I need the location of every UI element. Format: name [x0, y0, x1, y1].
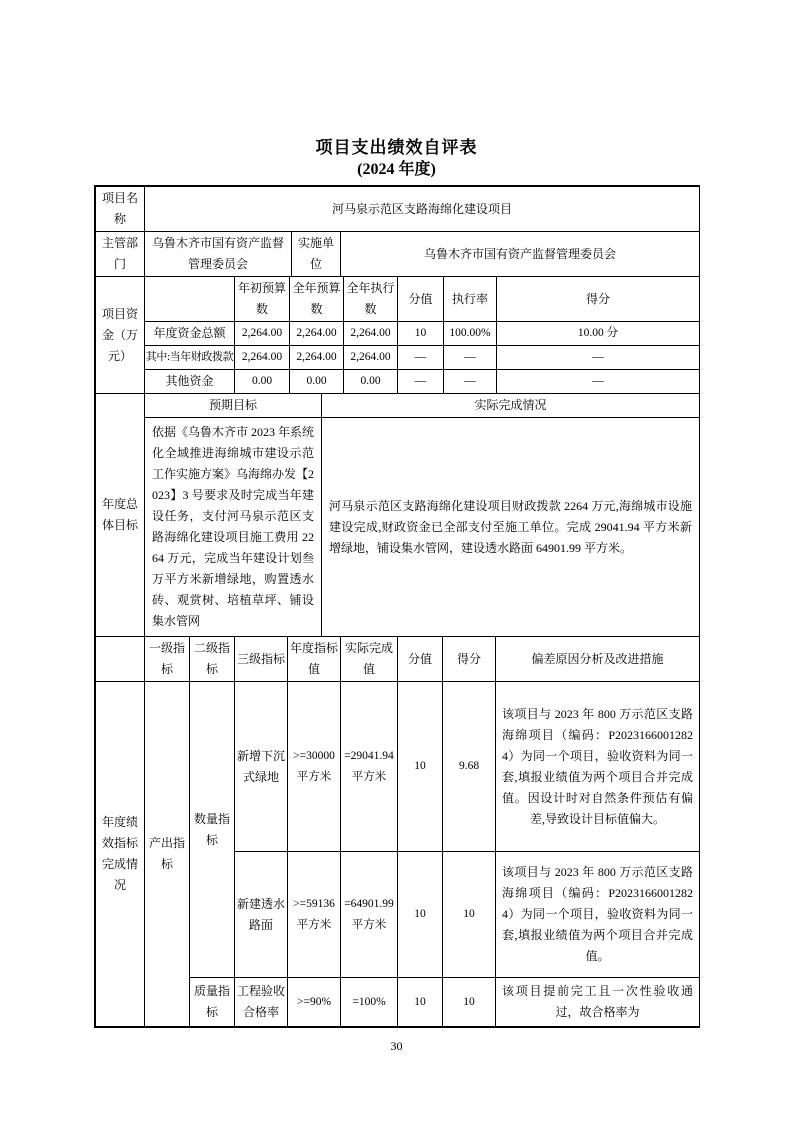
indicator-points-cell: 10: [398, 978, 443, 1027]
funding-cell: 10.00 分: [497, 322, 700, 346]
funding-header-blank: [145, 277, 235, 322]
indicator-score-cell: 10: [443, 978, 496, 1027]
indicator-target-cell: >=90%: [288, 978, 341, 1027]
indicator-points-cell: 10: [398, 852, 443, 978]
funding-cell: —: [497, 346, 700, 370]
funding-cell: 2,264.00: [235, 322, 290, 346]
page-number: 30: [390, 1039, 403, 1053]
funding-cell: 2,264.00: [290, 322, 344, 346]
indicator-deviation-cell: 该项目与 2023 年 800 万示范区支路海绵项目（编码：P20231660012824）为同一个项目，验收资料为同一套,填报业绩值为两个项目合并完成值。因设计时对自然条件预估有偏差,导致设计目标值偏大。: [496, 682, 700, 852]
project-name-label: 项目名称: [96, 187, 145, 232]
funding-cell: —: [497, 370, 700, 394]
dept-label: 主管部门: [96, 232, 145, 277]
project-name-section: [95, 186, 700, 232]
funding-header: 年初预算数: [235, 277, 290, 322]
funding-header: 分值: [398, 277, 444, 322]
indicator-actual-cell: =100%: [341, 978, 398, 1027]
level1-indicator-label: 产出指标: [145, 682, 190, 1027]
indicator-score-cell: 10: [443, 852, 496, 978]
funding-row-total: [96, 322, 700, 346]
indicator-name-cell: 工程验收合格率: [235, 978, 288, 1027]
indicator-header-blank: [96, 637, 145, 682]
indicator-name-cell: 新增下沉式绿地: [235, 682, 288, 852]
page-title: 项目支出绩效自评表: [315, 138, 478, 157]
indicator-target-cell: >=30000 平方米: [288, 682, 341, 852]
funding-section-label: 项目资金（万元）: [96, 277, 145, 394]
funding-header: 得分: [497, 277, 700, 322]
funding-cell: 2,264.00: [235, 346, 290, 370]
actual-completion-header: 实际完成情况: [322, 394, 700, 418]
indicator-actual-cell: =29041.94 平方米: [341, 682, 398, 852]
funding-cell: —: [444, 370, 497, 394]
indicator-row-green-space: [96, 682, 700, 852]
quantity-indicator-label: 数量指标: [190, 682, 235, 978]
expected-goal-header: 预期目标: [145, 394, 322, 418]
indicators-section-label: 年度绩效指标完成情况: [96, 682, 145, 1027]
funding-cell: —: [398, 370, 444, 394]
funding-cell: 0.00: [290, 370, 344, 394]
quality-indicator-label: 质量指标: [190, 978, 235, 1027]
indicator-header: 一级指标: [145, 637, 190, 682]
funding-row-other: [96, 370, 700, 394]
actual-completion-text: 河马泉示范区支路海绵化建设项目财政拨款 2264 万元,海绵城市设施建设完成,财政资金已全部支付至施工单位。完成 29041.94 平方米新增绿地，铺设集水管网，建设透水路面 64901.99 平方米。: [322, 418, 700, 637]
funding-row-label: 年度资金总额: [145, 322, 235, 346]
funding-cell: 10: [398, 322, 444, 346]
funding-cell: 100.00%: [444, 322, 497, 346]
funding-section: [95, 276, 700, 394]
funding-cell: 0.00: [235, 370, 290, 394]
indicator-header: 年度指标值: [288, 637, 341, 682]
project-name-value: 河马泉示范区支路海绵化建设项目: [145, 187, 700, 232]
funding-header: 执行率: [444, 277, 497, 322]
indicator-header: 实际完成值: [341, 637, 398, 682]
self-evaluation-table: [94, 185, 700, 1028]
expected-goal-text: 依据《乌鲁木齐市 2023 年系统化全域推进海绵城市建设示范工作实施方案》乌海绵办发【2023】3 号要求及时完成当年建设任务，支付河马泉示范区支路海绵化建设项目施工费用 2264 万元，完成当年建设计划叁万平方米新增绿地，购置透水砖、观赏树、培植草坪、铺设集水管网: [145, 418, 322, 637]
department-section: [95, 231, 700, 277]
indicator-header: 得分: [443, 637, 496, 682]
page-subtitle: (2024 年度): [357, 161, 436, 178]
indicator-header: 偏差原因分析及改进措施: [496, 637, 700, 682]
annual-goal-label: 年度总体目标: [96, 394, 145, 637]
dept-value: 乌鲁木齐市国有资产监督管理委员会: [145, 232, 292, 277]
funding-cell: —: [398, 346, 444, 370]
indicator-deviation-cell: 该项目与 2023 年 800 万示范区支路海绵项目（编码：P20231660012824）为同一个项目，验收资料为同一套,填报业绩值为两个项目合并完成值。: [496, 852, 700, 978]
indicators-section: [95, 636, 700, 1027]
funding-cell: 2,264.00: [344, 322, 398, 346]
funding-cell: 0.00: [344, 370, 398, 394]
funding-header: 全年执行数: [344, 277, 398, 322]
indicator-deviation-cell: 该项目提前完工且一次性验收通过，故合格率为: [496, 978, 700, 1027]
funding-row-label: 其他资金: [145, 370, 235, 394]
indicator-actual-cell: =64901.99 平方米: [341, 852, 398, 978]
funding-cell: 2,264.00: [344, 346, 398, 370]
indicator-name-cell: 新建透水路面: [235, 852, 288, 978]
indicator-target-cell: >=59136 平方米: [288, 852, 341, 978]
funding-cell: 2,264.00: [290, 346, 344, 370]
indicator-header: 分值: [398, 637, 443, 682]
indicator-header: 三级指标: [235, 637, 288, 682]
funding-cell: —: [444, 346, 497, 370]
indicator-points-cell: 10: [398, 682, 443, 852]
indicator-header: 二级指标: [190, 637, 235, 682]
funding-row-label: 其中:当年财政拨款: [145, 346, 235, 370]
funding-header: 全年预算数: [290, 277, 344, 322]
impl-value: 乌鲁木齐市国有资产监督管理委员会: [341, 232, 700, 277]
funding-row-fiscal: [96, 346, 700, 370]
indicator-score-cell: 9.68: [443, 682, 496, 852]
annual-goal-section: [95, 393, 700, 637]
impl-label: 实施单位: [292, 232, 341, 277]
